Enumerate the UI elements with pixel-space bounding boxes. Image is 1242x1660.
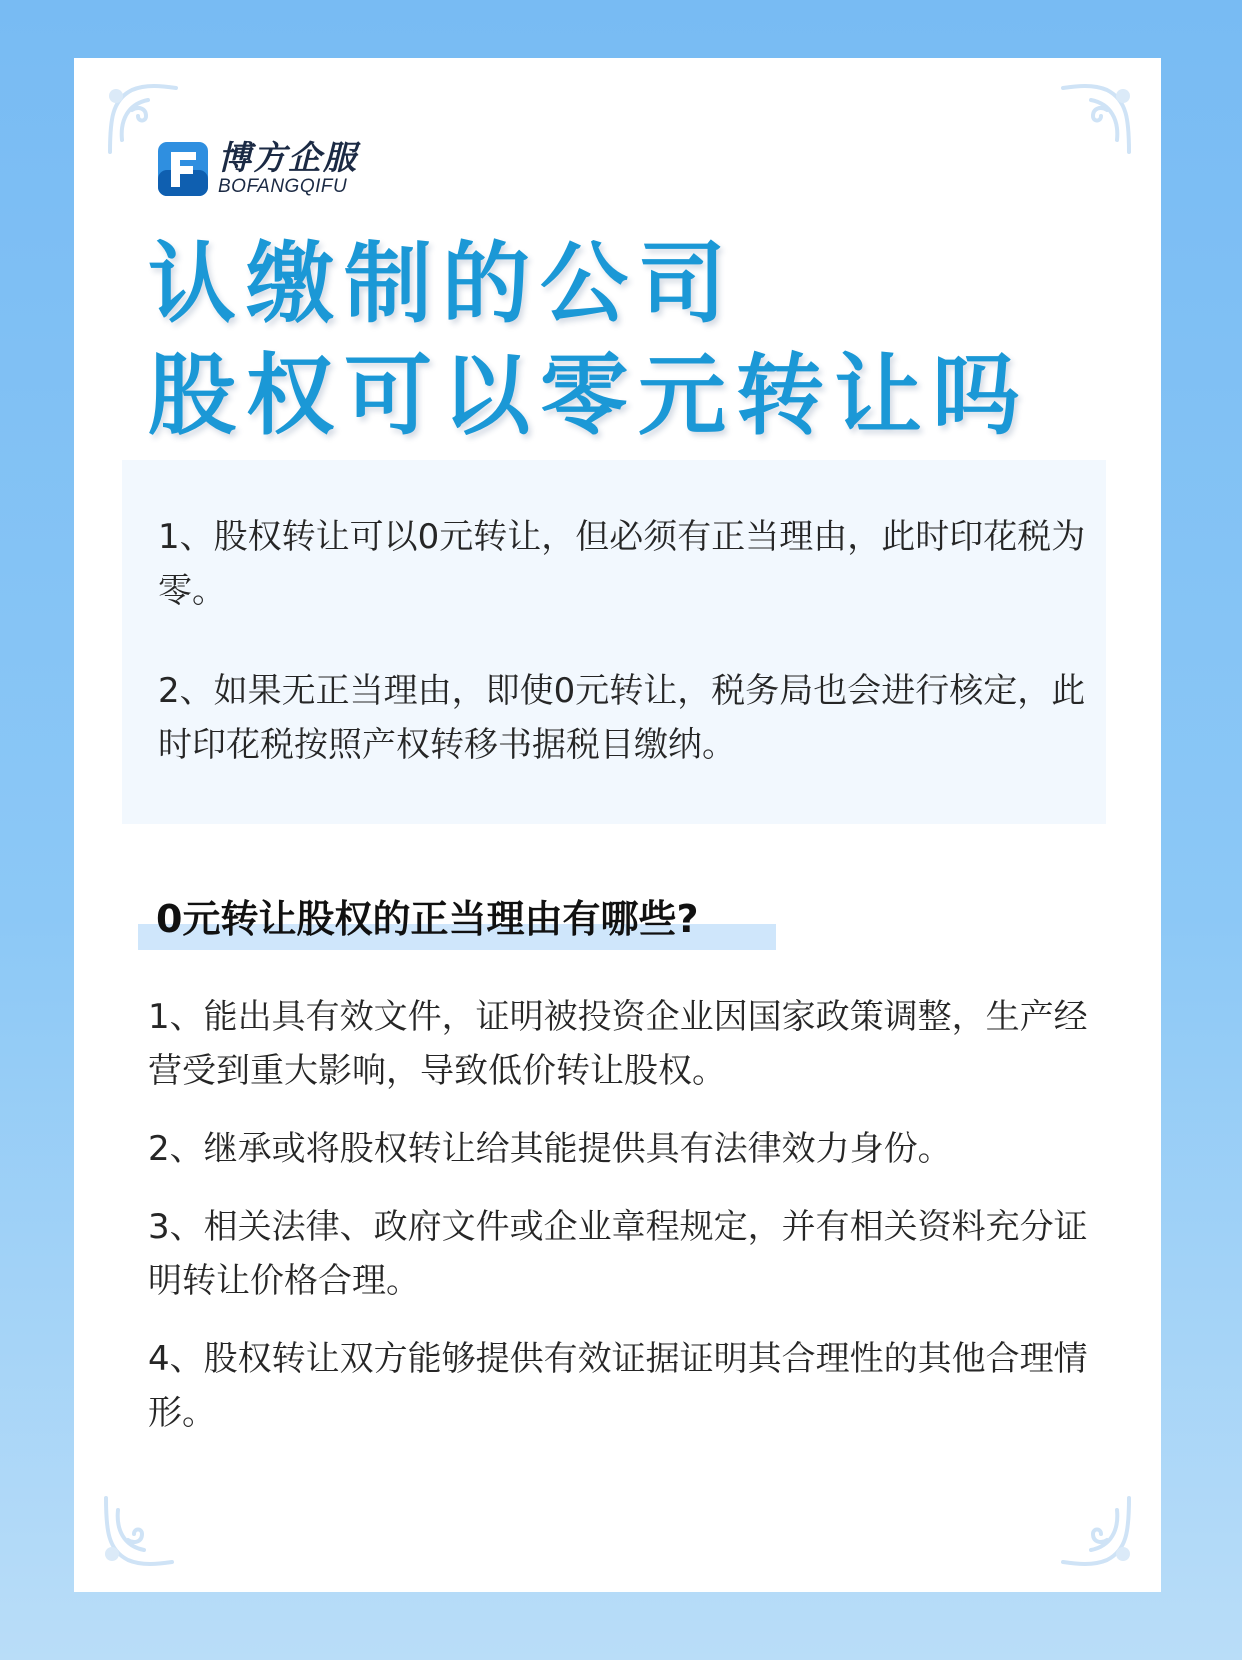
title-line-2: 股权可以零元转让吗: [148, 344, 1031, 447]
brand-name-en: BOFANGQIFU: [218, 176, 348, 197]
letter-f-logo-icon: [156, 140, 210, 198]
list-item: 3、相关法律、政府文件或企业章程规定，并有相关资料充分证明转让价格合理。: [148, 1207, 1088, 1301]
intro-box: [122, 460, 1106, 824]
list-item: 4、股权转让双方能够提供有效证据证明其合理性的其他合理情形。: [148, 1339, 1088, 1433]
page-title: [148, 228, 1108, 452]
intro-paragraph: 1、股权转让可以0元转让，但必须有正当理由，此时印花税为零。: [158, 517, 1086, 611]
list-item: 1、能出具有效文件，证明被投资企业因国家政策调整，生产经营受到重大影响，导致低价转让股权。: [148, 997, 1088, 1091]
title-line-1: 认缴制的公司: [148, 232, 737, 335]
corner-ornament-icon: [98, 1490, 178, 1570]
corner-ornament-icon: [1057, 80, 1137, 160]
reasons-list: [148, 990, 1108, 1464]
corner-ornament-icon: [1057, 1490, 1137, 1570]
section-heading: [138, 888, 699, 952]
brand-logo: [156, 138, 358, 200]
section-heading-text: 0元转让股权的正当理由有哪些?: [156, 897, 699, 941]
brand-name-cn: 博方企服: [218, 138, 358, 177]
content-card: [74, 58, 1161, 1592]
list-item: 2、继承或将股权转让给其能提供具有法律效力身份。: [148, 1129, 952, 1169]
intro-paragraph: 2、如果无正当理由，即使0元转让，税务局也会进行核定，此时印花税按照产权转移书据税目缴纳。: [158, 671, 1086, 765]
